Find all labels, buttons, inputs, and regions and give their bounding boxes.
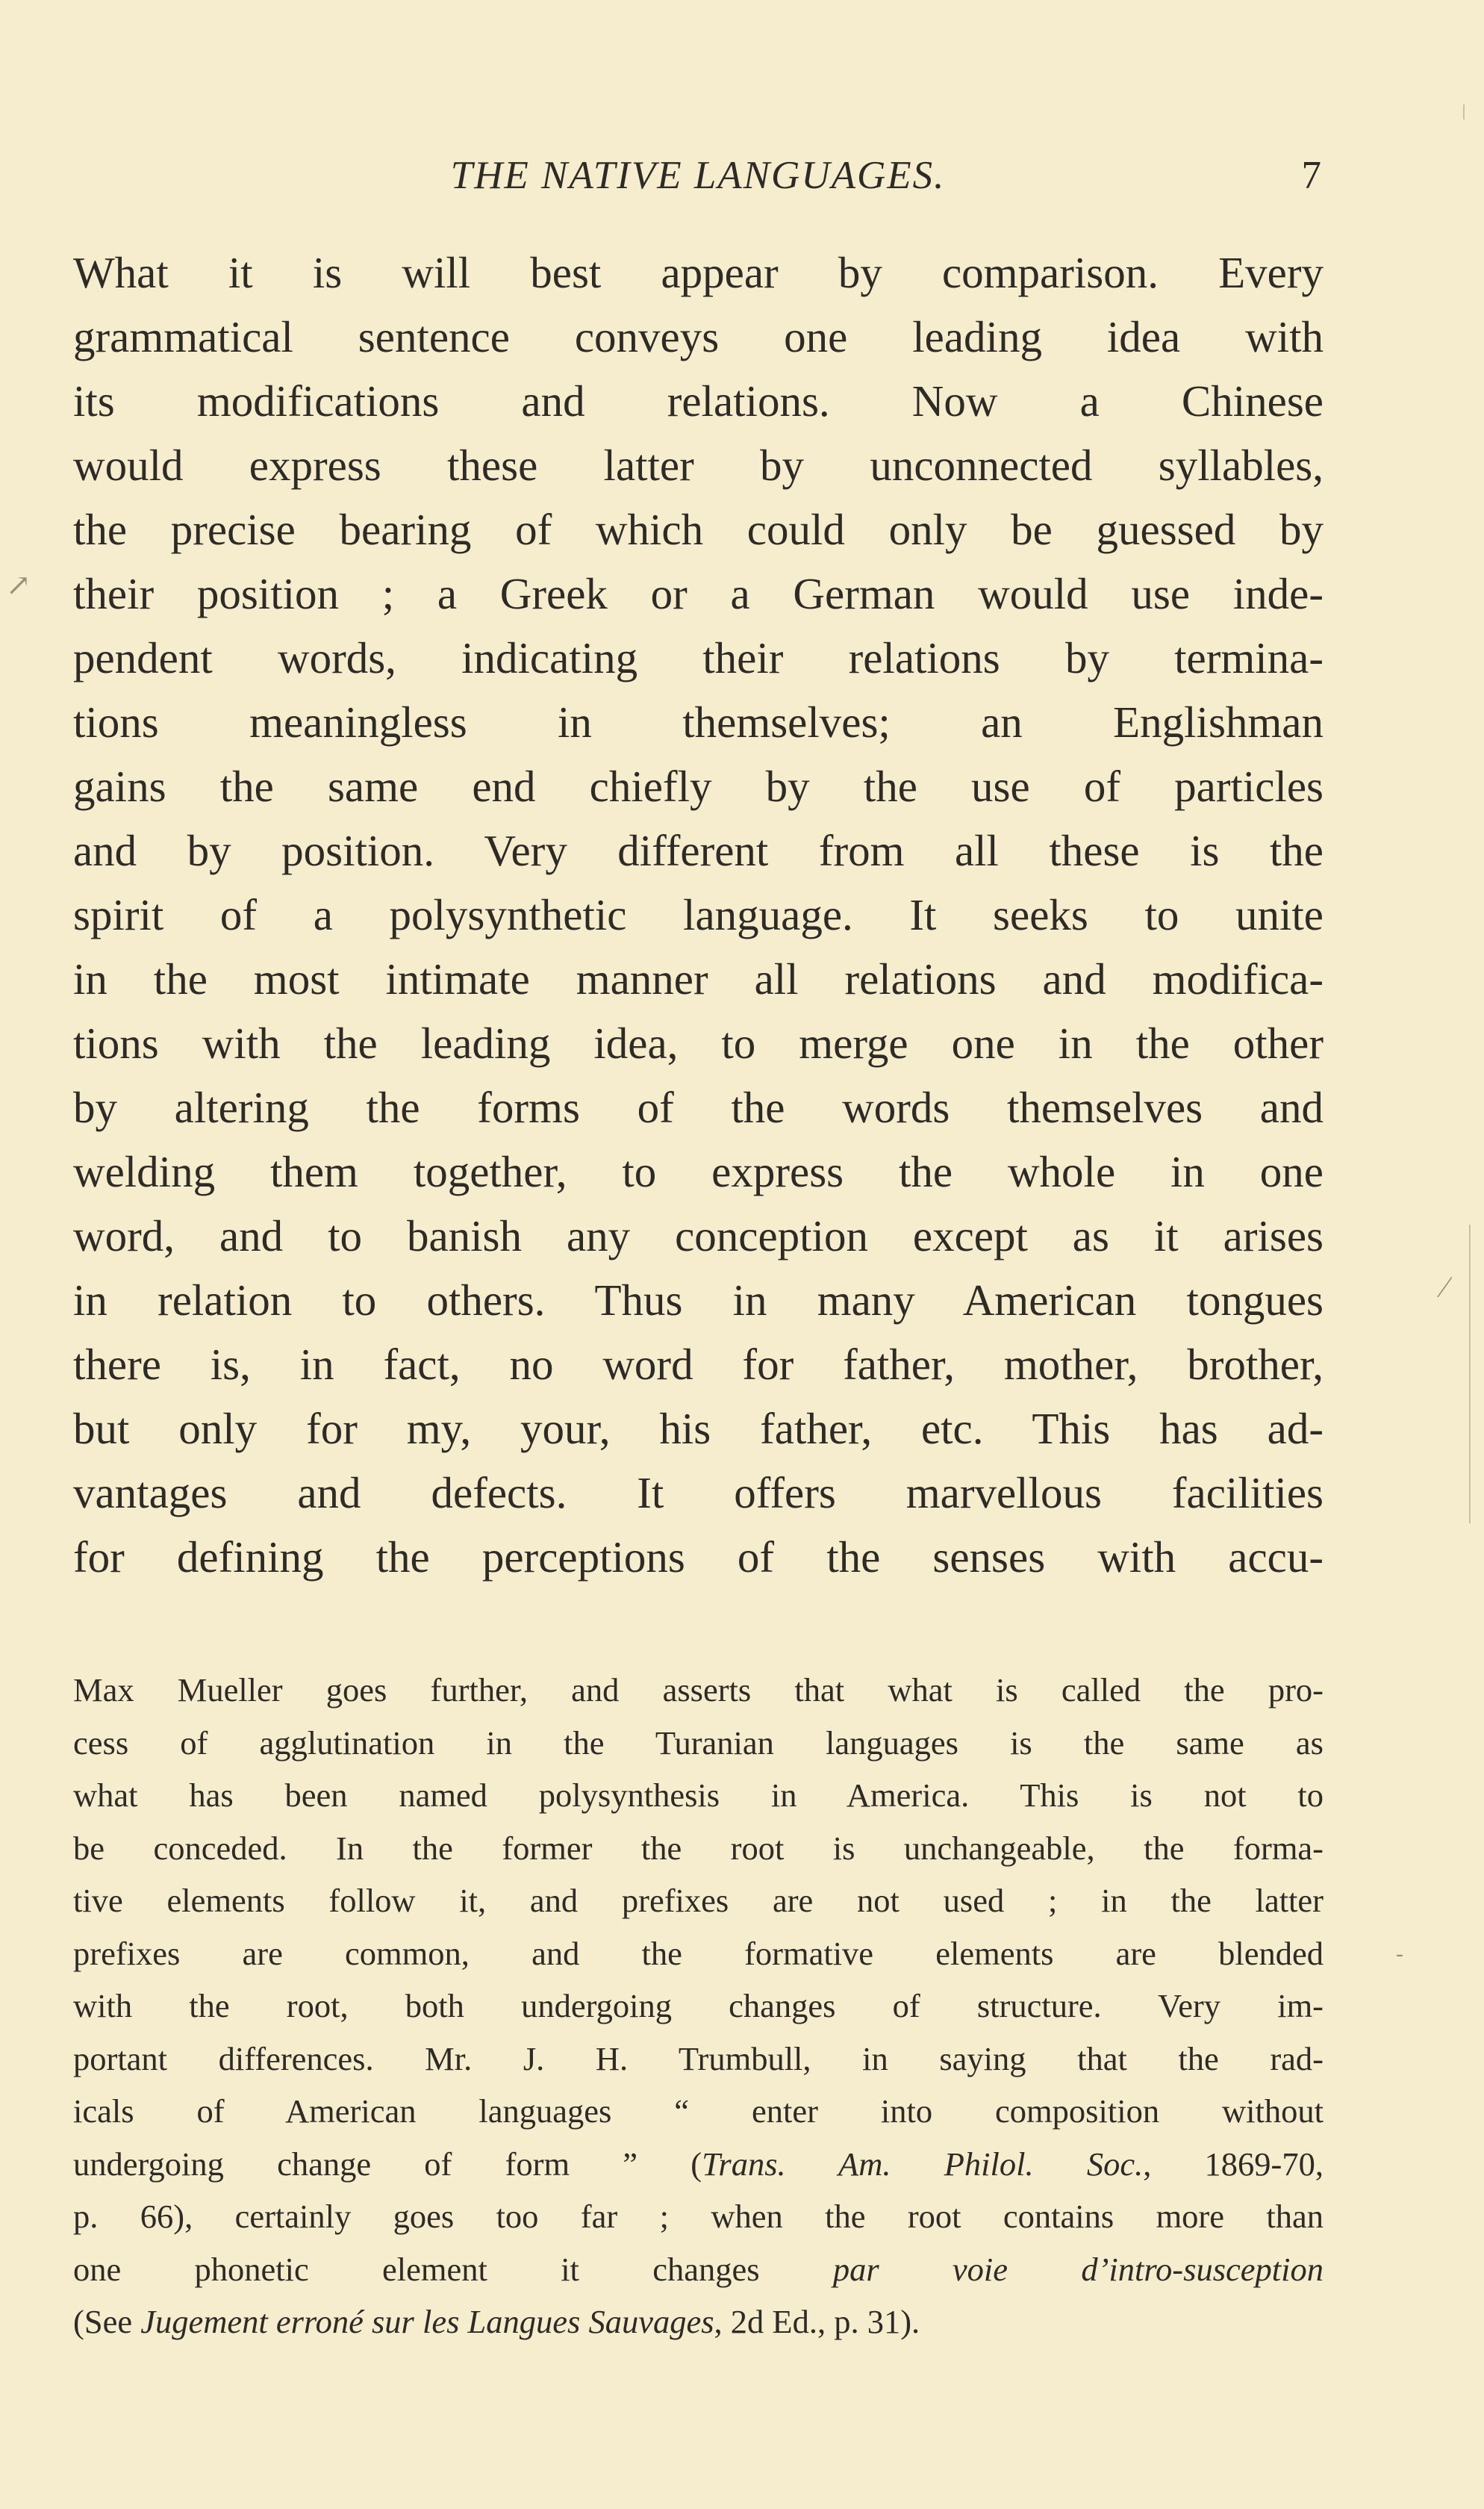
main-line: grammatical sentence conveys one leading idea with — [73, 312, 1324, 361]
footnote-line — [73, 2138, 1324, 2191]
main-line: pendent words, indicating their relations by termina- — [73, 633, 1324, 683]
margin-mark-icon: ↗ — [6, 568, 31, 602]
running-title: THE NATIVE LANGUAGES. — [450, 154, 946, 197]
footnote-foreign-phrase: par voie d’intro-susception — [832, 2250, 1324, 2288]
main-line: there is, in fact, no word for father, mother, brother, — [73, 1340, 1324, 1389]
margin-mark-icon: ⁄ — [1442, 1270, 1447, 1304]
main-line: tions with the leading idea, to merge one in the other — [73, 1019, 1324, 1068]
main-line: word, and to banish any conception except as it arises — [73, 1211, 1324, 1260]
footnote-text: (See — [73, 2303, 141, 2340]
main-line: and by position. Very different from all these is the — [73, 826, 1324, 875]
main-line: What it is will best appear by comparison. Every — [73, 248, 1324, 297]
main-paragraph — [73, 240, 1324, 1589]
footnote-text: undergoing change of form ” ( — [73, 2145, 702, 2183]
footnote-text: , 1869-70, — [1143, 2145, 1324, 2183]
footnote-line: icals of American languages “ enter into composition without — [73, 2092, 1324, 2130]
footnote-line — [73, 2243, 1324, 2296]
footnote-line: with the root, both undergoing changes of structure. Very im- — [73, 1987, 1324, 2024]
main-line: by altering the forms of the words themselves and — [73, 1083, 1324, 1132]
footnote-line: be conceded. In the former the root is unchangeable, the forma- — [73, 1829, 1324, 1867]
main-line: tions meaningless in themselves; an Englishman — [73, 697, 1324, 747]
main-line: spirit of a polysynthetic language. It seeks to unite — [73, 890, 1324, 939]
footnote-line: p. 66), certainly goes too far ; when the root contains more than — [73, 2198, 1324, 2235]
main-line: but only for my, your, his father, etc. This has ad- — [73, 1404, 1324, 1453]
margin-mark-icon: ‐ — [1396, 1941, 1403, 1966]
footnote-line — [73, 2295, 1324, 2348]
main-line: welding them together, to express the whole in one — [73, 1147, 1324, 1196]
footnote-text: , 2d Ed., p. 31). — [714, 2303, 920, 2340]
footnote-line: prefixes are common, and the formative elements are blended — [73, 1934, 1324, 1972]
footnote-line: Max Mueller goes further, and asserts that what is called the pro- — [73, 1671, 1324, 1709]
footnote-citation: Jugement erroné sur les Langues Sauvages — [140, 2303, 714, 2340]
page-edge-line — [1469, 1225, 1471, 1523]
footnote-text: one phonetic element it changes — [73, 2250, 833, 2288]
page-edge-line — [1463, 105, 1465, 119]
page-number: 7 — [1301, 154, 1321, 197]
main-line: vantages and defects. It offers marvellous facilities — [73, 1468, 1324, 1517]
main-line: in the most intimate manner all relations and modifica- — [73, 954, 1324, 1004]
main-line: the precise bearing of which could only be guessed by — [73, 505, 1324, 554]
main-line: gains the same end chiefly by the use of particles — [73, 762, 1324, 811]
main-line: in relation to others. Thus in many American tongues — [73, 1275, 1324, 1325]
footnote-line: tive elements follow it, and prefixes are not used ; in the latter — [73, 1882, 1324, 1919]
main-line: for defining the perceptions of the senses with accu- — [73, 1532, 1324, 1582]
main-line: its modifications and relations. Now a Chinese — [73, 376, 1324, 426]
main-line: would express these latter by unconnected syllables, — [73, 441, 1324, 490]
footnote-citation: Trans. Am. Philol. Soc. — [702, 2145, 1144, 2183]
running-head — [75, 149, 1321, 202]
footnote-line: what has been named polysynthesis in America. This is not to — [73, 1776, 1324, 1814]
footnote-line: cess of agglutination in the Turanian languages is the same as — [73, 1723, 1324, 1762]
footnote — [73, 1664, 1324, 2348]
footnote-line: portant differences. Mr. J. H. Trumbull, in saying that the rad- — [73, 2039, 1324, 2077]
main-line: their position ; a Greek or a German would use inde- — [73, 569, 1324, 618]
